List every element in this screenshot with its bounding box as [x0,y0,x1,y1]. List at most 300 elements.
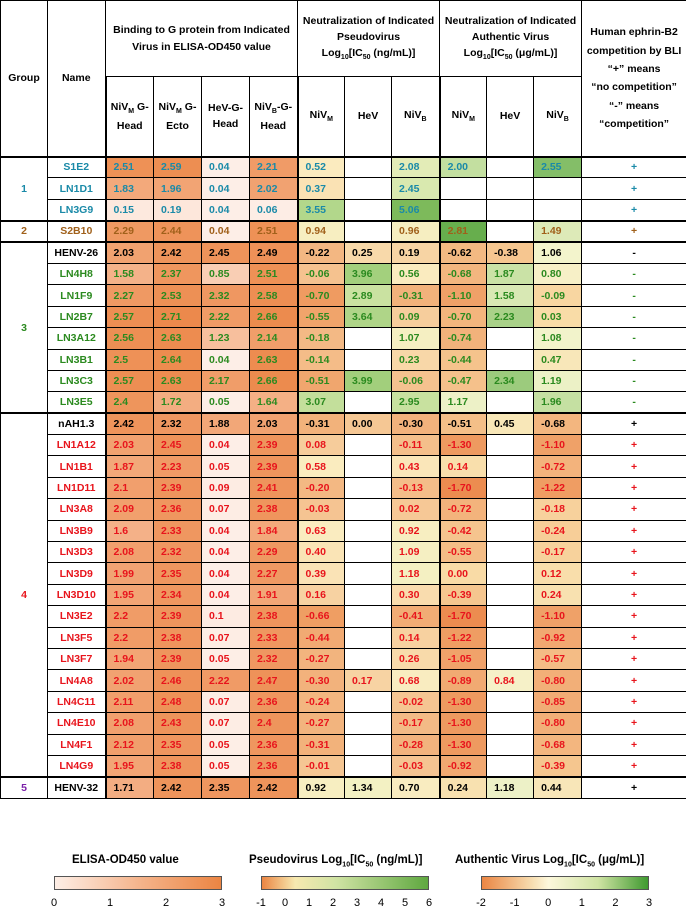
value-cell: 2.23 [154,456,202,477]
value-cell: 0.39 [298,563,345,584]
value-cell: 1.94 [106,648,154,669]
antibody-name: LN3E5 [48,392,106,413]
value-cell: 0.05 [202,734,250,755]
table-row [1,413,686,434]
subheader-text: HeV-G-Head [207,101,243,131]
value-cell: 2.23 [487,306,534,327]
value-cell: 1.64 [250,392,298,413]
value-cell: 2.38 [154,755,202,776]
legend-pseudo-bar [261,876,429,890]
legend-tick-label: 1 [578,897,585,909]
value-cell: -0.17 [392,713,440,734]
value-cell [487,648,534,669]
legend-tick-label: 0 [281,897,289,909]
value-cell: 1.71 [106,777,154,798]
value-cell: 2.27 [106,285,154,306]
legend-elisa [0,850,686,914]
value-cell [487,456,534,477]
subheader-col-2 [154,77,202,157]
value-cell: 0.15 [106,199,154,220]
antibody-name: LN3A12 [48,328,106,349]
subheader-subscript: M [327,115,333,123]
value-cell [487,691,534,712]
subheader-col-9 [487,77,534,157]
value-cell: -0.80 [534,713,582,734]
value-cell: 2.03 [250,413,298,434]
value-cell: 2.29 [106,221,154,242]
value-cell: 0.04 [202,542,250,563]
competition-cell: - [582,242,686,263]
antibody-name: LN3G9 [48,199,106,220]
value-cell: 2.45 [392,178,440,199]
value-cell: 0.04 [202,178,250,199]
value-cell: 0.19 [154,199,202,220]
table-row [1,713,686,734]
value-cell [345,499,392,520]
value-cell [487,713,534,734]
subheader-subscript: M [176,107,182,115]
value-cell: -0.44 [440,349,487,370]
value-cell: 0.84 [487,670,534,691]
value-cell: 2.21 [250,157,298,178]
competition-cell: - [582,285,686,306]
value-cell [345,328,392,349]
value-cell: 0.02 [392,499,440,520]
value-cell: 0.00 [345,413,392,434]
subheader-text: NiV [404,108,422,121]
value-cell: 3.07 [298,392,345,413]
value-cell: 2.08 [106,713,154,734]
legend-elisa-bar [54,876,222,890]
competition-cell: + [582,435,686,456]
competition-cell: - [582,370,686,391]
value-cell: 0.06 [250,199,298,220]
value-cell: 3.64 [345,306,392,327]
subheader-text: HeV [357,110,379,123]
value-cell [345,178,392,199]
value-cell: 0.68 [392,670,440,691]
value-cell: 2.39 [154,477,202,498]
value-cell: -0.31 [392,285,440,306]
value-cell: 2.47 [250,670,298,691]
value-cell [440,199,487,220]
antibody-name: LN3B1 [48,349,106,370]
subheader-text: NiV [309,108,328,121]
antibody-name: LN1A12 [48,435,106,456]
antibody-name: LN1D1 [48,178,106,199]
value-cell: 2.00 [440,157,487,178]
value-cell: 1.91 [250,584,298,605]
value-cell: 2.35 [154,563,202,584]
value-cell: 2.08 [392,157,440,178]
subheader-text: NiV [254,100,272,113]
subheader-col-1 [106,77,154,157]
competition-cell: + [582,584,686,605]
value-cell: 2.41 [250,477,298,498]
value-cell [487,221,534,242]
table-row [1,542,686,563]
competition-cell: + [582,542,686,563]
value-cell: 1.99 [106,563,154,584]
subheader-suffix: -G-Head [260,100,293,132]
value-cell: 2.71 [154,306,202,327]
value-cell [487,328,534,349]
table-row [1,349,686,370]
value-cell: 2.46 [154,670,202,691]
value-cell: 1.18 [487,777,534,798]
value-cell: 2.95 [392,392,440,413]
value-cell: 0.17 [345,670,392,691]
value-cell: 0.44 [534,777,582,798]
value-cell: -0.74 [440,328,487,349]
value-cell: 0.63 [298,520,345,541]
value-cell: 0.30 [392,584,440,605]
antibody-name: S1E2 [48,157,106,178]
value-cell: 2.63 [250,349,298,370]
competition-cell: + [582,520,686,541]
value-cell: 1.17 [440,392,487,413]
value-cell: -0.47 [440,370,487,391]
value-cell [345,477,392,498]
value-cell: 0.85 [202,263,250,284]
value-cell: 2.89 [345,285,392,306]
value-cell: 0.00 [440,563,487,584]
value-cell: 0.09 [202,477,250,498]
value-cell: 0.04 [202,349,250,370]
value-cell: -0.22 [298,242,345,263]
competition-cell: + [582,713,686,734]
value-cell: -0.39 [440,584,487,605]
value-cell: -0.30 [298,670,345,691]
value-cell: 0.16 [298,584,345,605]
table-row [1,520,686,541]
value-cell: -0.92 [440,755,487,776]
table-row [1,606,686,627]
value-cell: -0.57 [534,648,582,669]
value-cell: 1.88 [202,413,250,434]
value-cell: 2.59 [154,157,202,178]
value-cell: -0.18 [298,328,345,349]
competition-cell: + [582,563,686,584]
value-cell: 2.42 [250,777,298,798]
subheader-col-3 [202,77,250,157]
table-row [1,777,686,798]
value-cell: 1.18 [392,563,440,584]
value-cell: 0.25 [345,242,392,263]
value-cell: 1.83 [106,178,154,199]
value-cell: -1.70 [440,606,487,627]
legend-tick-label: 0 [545,897,552,909]
value-cell: 2.45 [202,242,250,263]
value-cell [487,520,534,541]
antibody-name: S2B10 [48,221,106,242]
value-cell [345,606,392,627]
legend-tick-label: -2 [476,897,486,909]
value-cell [345,691,392,712]
value-cell: 0.43 [392,456,440,477]
value-cell: 2.39 [154,606,202,627]
value-cell: 1.95 [106,755,154,776]
value-cell: 2.33 [250,627,298,648]
value-cell: 0.94 [298,221,345,242]
value-cell: 3.96 [345,263,392,284]
value-cell: 0.47 [534,349,582,370]
value-cell: 0.04 [202,563,250,584]
subheader-col-5 [298,77,345,157]
value-cell [487,157,534,178]
competition-cell: + [582,413,686,434]
subheader-col-7 [392,77,440,157]
subheader-text: HeV [499,110,521,123]
competition-cell: + [582,157,686,178]
value-cell: -0.17 [534,542,582,563]
value-cell: 2.51 [250,263,298,284]
value-cell: -0.72 [440,499,487,520]
value-cell: 2.12 [106,734,154,755]
value-cell: -0.06 [392,370,440,391]
competition-cell: + [582,734,686,755]
antibody-name: LN4C11 [48,691,106,712]
value-cell [345,392,392,413]
value-cell: 0.1 [202,606,250,627]
value-cell: 2.38 [250,499,298,520]
value-cell [487,606,534,627]
value-cell: 0.14 [440,456,487,477]
subheader-col-4 [250,77,298,157]
value-cell: 2.81 [440,221,487,242]
value-cell: 2.36 [154,499,202,520]
legend-tick-label: 0 [50,897,58,909]
value-cell: 0.52 [298,157,345,178]
value-cell [487,392,534,413]
table-row [1,670,686,691]
value-cell [487,755,534,776]
value-cell: 1.09 [392,542,440,563]
name-header: Name [48,1,106,157]
value-cell: -0.68 [440,263,487,284]
value-cell: -0.55 [298,306,345,327]
value-cell: 2.48 [154,691,202,712]
value-cell: 0.04 [202,435,250,456]
legend-pseudo-title: Pseudovirus $Log_{10}[IC_{50}$ (ng/mL)] [249,854,423,869]
legend-tick-label: 2 [612,897,619,909]
value-cell: -0.44 [298,627,345,648]
value-cell: -0.39 [534,755,582,776]
antibody-name: LN4E10 [48,713,106,734]
value-cell: 2.22 [202,670,250,691]
legend-tick-label: 4 [377,897,385,909]
value-cell: 0.40 [298,542,345,563]
value-cell: -0.27 [298,648,345,669]
value-cell: 1.34 [345,777,392,798]
value-cell: -1.10 [534,606,582,627]
value-cell: -0.85 [534,691,582,712]
value-cell [345,734,392,755]
value-cell: -0.68 [534,734,582,755]
value-cell [487,477,534,498]
value-cell: 2.56 [106,328,154,349]
value-cell [345,648,392,669]
value-cell: 3.99 [345,370,392,391]
value-cell: -0.42 [440,520,487,541]
binding-header: Binding to G protein from Indicated Virus in ELISA-OD450 value [106,1,298,77]
table-row [1,477,686,498]
value-cell [345,435,392,456]
value-cell: 0.92 [392,520,440,541]
value-cell: 2.02 [106,670,154,691]
value-cell: -0.03 [298,499,345,520]
value-cell: 2.63 [154,370,202,391]
value-cell: -1.70 [440,477,487,498]
value-cell: 1.49 [534,221,582,242]
value-cell [345,456,392,477]
value-cell: 2.39 [154,648,202,669]
antibody-name: LN3F5 [48,627,106,648]
subheader-text: NiV [110,100,129,113]
authentic-virus-header: Neutralization of Indicated Authentic Virus $Log_{10}[IC_{50}$ (μg/mL)] [440,1,582,77]
value-cell: -0.92 [534,627,582,648]
value-cell: -0.31 [298,734,345,755]
value-cell: 2.32 [154,542,202,563]
value-cell: 2.5 [106,349,154,370]
legend-tick-label: 3 [218,897,226,909]
value-cell: 2.35 [154,734,202,755]
subheader-text: NiV [451,108,470,121]
value-cell: -1.30 [440,713,487,734]
value-cell [487,584,534,605]
legend-tick-label: 1 [106,897,114,909]
antibody-name: LN4H8 [48,263,106,284]
table-row [1,328,686,349]
antibody-name: LN3C3 [48,370,106,391]
table-row [1,392,686,413]
value-cell: 2.39 [250,435,298,456]
value-cell: -0.70 [440,306,487,327]
competition-cell: + [582,178,686,199]
value-cell: 1.72 [154,392,202,413]
competition-cell: - [582,349,686,370]
antibody-name: LN4A8 [48,670,106,691]
antibody-name: LN3A8 [48,499,106,520]
group-header: Group [1,1,48,157]
value-cell: 0.05 [202,648,250,669]
legend-elisa-title: ELISA-OD450 value [72,854,179,866]
value-cell: -1.22 [534,477,582,498]
antibody-name: HENV-26 [48,242,106,263]
value-cell: 0.04 [202,221,250,242]
value-cell: 2.55 [534,157,582,178]
value-cell: -0.51 [298,370,345,391]
subheader-col-10 [534,77,582,157]
antibody-name: LN1B1 [48,456,106,477]
value-cell: 0.05 [202,755,250,776]
competition-cell: - [582,263,686,284]
value-cell: 0.14 [392,627,440,648]
value-cell: -0.27 [298,713,345,734]
value-cell: 2.63 [154,328,202,349]
legend-tick-label: 2 [329,897,337,909]
value-cell: 0.08 [298,435,345,456]
value-cell: 0.04 [202,157,250,178]
table-row [1,263,686,284]
table-row [1,691,686,712]
value-cell: -1.30 [440,435,487,456]
antibody-name: LN4F1 [48,734,106,755]
value-cell: 0.03 [534,306,582,327]
table-row [1,627,686,648]
value-cell: -1.30 [440,691,487,712]
value-cell: 2.09 [106,499,154,520]
subheader-subscript: B [563,115,569,123]
value-cell: 2.43 [154,713,202,734]
value-cell: 2.35 [202,777,250,798]
value-cell [487,178,534,199]
antibody-name: LN4G9 [48,755,106,776]
value-cell: -0.80 [534,670,582,691]
value-cell: 2.2 [106,606,154,627]
competition-cell: + [582,606,686,627]
value-cell: 1.87 [487,263,534,284]
value-cell: -0.51 [440,413,487,434]
value-cell: 1.08 [534,328,582,349]
value-cell: 2.22 [202,306,250,327]
table-row [1,456,686,477]
group-label: 4 [1,413,48,777]
value-cell: -0.31 [298,413,345,434]
table-row [1,221,686,242]
value-cell: 2.64 [154,349,202,370]
value-cell: 2.27 [250,563,298,584]
value-cell [487,499,534,520]
value-cell: 2.57 [106,370,154,391]
subheader-subscript: M [469,115,475,123]
value-cell: 0.45 [487,413,534,434]
value-cell: 2.42 [106,413,154,434]
group-label: 1 [1,157,48,221]
value-cell: -0.68 [534,413,582,434]
value-cell: -0.41 [392,606,440,627]
competition-cell: - [582,306,686,327]
legend-tick-label: 3 [353,897,361,909]
value-cell: 2.17 [202,370,250,391]
competition-cell: + [582,477,686,498]
value-cell: 1.87 [106,456,154,477]
value-cell: 0.04 [202,584,250,605]
value-cell: -0.89 [440,670,487,691]
value-cell: 2.45 [154,435,202,456]
competition-cell: + [582,670,686,691]
table-row [1,755,686,776]
value-cell: 1.6 [106,520,154,541]
value-cell: 2.53 [154,285,202,306]
value-cell: -1.22 [440,627,487,648]
value-cell: -1.10 [440,285,487,306]
value-cell: 2.34 [154,584,202,605]
value-cell: -0.03 [392,755,440,776]
subheader-col-6 [345,77,392,157]
value-cell: -0.55 [440,542,487,563]
subheader-suffix: G-Head [116,100,149,132]
group-label: 5 [1,777,48,798]
value-cell: 0.92 [298,777,345,798]
value-cell: 1.58 [106,263,154,284]
value-cell: -0.62 [440,242,487,263]
competition-cell: + [582,648,686,669]
value-cell: 2.02 [250,178,298,199]
antibody-name: LN3D9 [48,563,106,584]
value-cell: -0.24 [534,520,582,541]
table-row [1,734,686,755]
